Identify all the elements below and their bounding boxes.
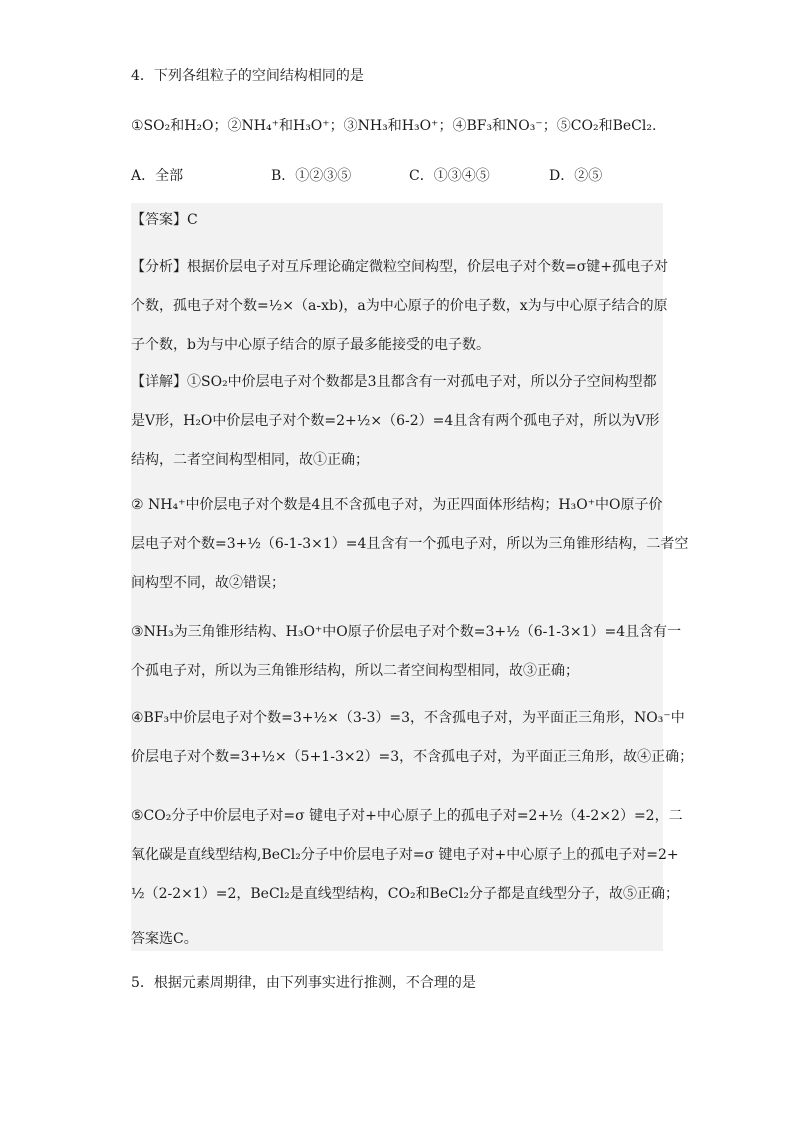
detail-block-5: [131, 806, 683, 904]
detail-line: 是V形，H₂O中价层电子对个数=2+½×（6-2）=4且含有两个孤电子对，所以为V形: [131, 413, 660, 429]
answer-line: [131, 210, 661, 230]
final-answer: 答案选C。: [131, 931, 198, 947]
detail-block-1: [131, 372, 661, 470]
detail-line: 层电子对个数=3+½（6-1-3×1）=4且含有一个孤电子对，所以为三角锥形结构，二者空: [131, 536, 689, 552]
detail-line: ⑤CO₂分子中价层电子对=σ 键电子对+中心原子上的孤电子对=2+½（4-2×2）=2，二: [131, 808, 683, 824]
final-answer-block: [131, 929, 661, 949]
answer-text: 【答案】C: [131, 212, 198, 228]
detail-line: 结构，二者空间构型相同，故①正确；: [131, 452, 369, 468]
analysis-block: [131, 257, 669, 355]
detail-line: ½（2-2×1）=2，BeCl₂是直线型结构，CO₂和BeCl₂分子都是直线型分子，故⑤正确；: [131, 886, 679, 902]
detail-line: 价层电子对个数=3+½×（5+1-3×2）=3，不含孤电子对，为平面正三角形，故④正确；: [131, 749, 694, 765]
detail-block-2: [131, 495, 689, 593]
analysis-line: 【分析】根据价层电子对互斥理论确定微粒空间构型，价层电子对个数=σ键+孤电子对: [131, 259, 669, 275]
choice-c: C．①③④⑤: [409, 168, 490, 184]
detail-line: ④BF₃中价层电子对个数=3+½×（3-3）=3，不含孤电子对，为平面正三角形，NO₃⁻中: [131, 710, 685, 726]
question-4-title: 4．下列各组粒子的空间结构相同的是: [131, 68, 364, 84]
detail-line: 【详解】①SO₂中价层电子对个数都是3且都含有一对孤电子对，所以分子空间构型都: [131, 374, 657, 390]
analysis-line: 子个数，b为与中心原子结合的原子最多能接受的电子数。: [131, 337, 490, 353]
detail-line: ② NH₄⁺中价层电子对个数是4且不含孤电子对，为正四面体形结构；H₃O⁺中O原子价: [131, 497, 663, 513]
detail-line: ③NH₃为三角锥形结构、H₃O⁺中O原子价层电子对个数=3+½（6-1-3×1）=4且含有一: [131, 624, 682, 640]
detail-line: 间构型不同，故②错误；: [131, 575, 285, 591]
detail-line: 个孤电子对，所以为三角锥形结构，所以二者空间构型相同，故③正确；: [131, 663, 579, 679]
choice-b: B．①②③⑤: [271, 168, 352, 184]
choice-d: D．②⑤: [549, 168, 603, 184]
analysis-line: 个数，孤电子对个数=½×（a-xb)，a为中心原子的价电子数，x为与中心原子结合的原: [131, 298, 668, 314]
question-4-items: ①SO₂和H₂O；②NH₄⁺和H₃O⁺；③NH₃和H₃O⁺；④BF₃和NO₃⁻；⑤CO₂和BeCl₂.: [131, 118, 657, 134]
question-5-title: 5．根据元素周期律，由下列事实进行推测，不合理的是: [131, 975, 476, 991]
question-4-choices: [131, 166, 691, 186]
detail-block-4: [131, 708, 694, 767]
detail-line: 氧化碳是直线型结构,BeCl₂分子中价层电子对=σ 键电子对+中心原子上的孤电子对=2+: [131, 847, 679, 863]
choice-a: A．全部: [131, 168, 184, 184]
detail-block-3: [131, 622, 682, 681]
